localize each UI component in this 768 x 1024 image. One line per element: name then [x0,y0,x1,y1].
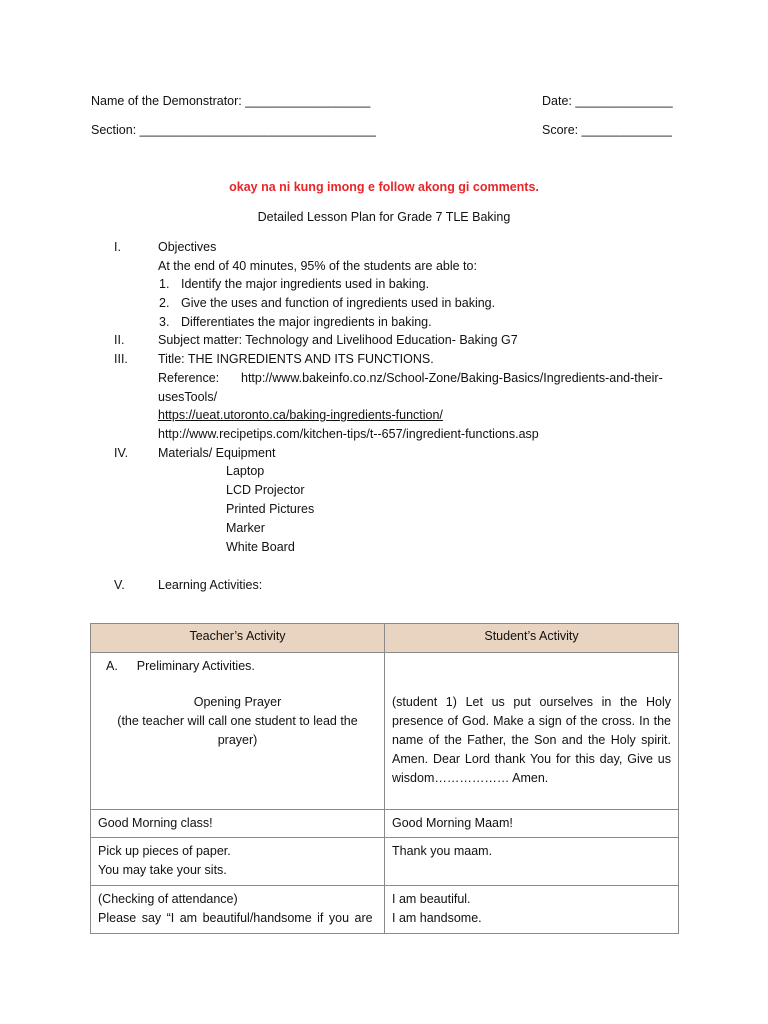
objectives-intro: At the end of 40 minutes, 95% of the students are able to: [158,259,477,273]
prayer-note: (the teacher will call one student to lead the [117,714,358,728]
document-title: Detailed Lesson Plan for Grade 7 TLE Baking [257,210,511,224]
student-activity-header: Student’s Activity [385,624,679,653]
prayer-title: Opening Prayer [193,695,282,709]
prayer-note: prayer) [217,733,258,747]
objective-number: 1. [159,277,170,291]
teacher-cell [91,886,385,934]
prelim-letter: A. [106,659,118,673]
activities-table [90,623,679,934]
teacher-line: Please say “I am beautiful/handsome if you are [98,911,373,925]
objective-item: Differentiates the major ingredients in baking. [181,315,432,329]
teacher-line: Good Morning class! [98,816,213,830]
material-item: Marker [226,521,265,535]
teacher-cell [91,810,385,838]
objective-item: Identify the major ingredients used in baking. [181,277,430,291]
table-row [91,886,679,934]
student-cell [385,838,679,886]
material-item: White Board [226,540,295,554]
section-number-ii: II. [114,333,125,347]
prelim-heading [98,657,377,676]
objective-number: 2. [159,296,170,310]
table-header-row [91,624,679,653]
reference-link-continued[interactable]: usesTools/ [158,390,218,404]
reviewer-comment: okay na ni kung imong e follow akong gi comments. [229,180,539,194]
teacher-line: Pick up pieces of paper. [98,844,231,858]
reference-link[interactable]: http://www.bakeinfo.co.nz/School-Zone/Baking-Basics/Ingredients-and-their- [241,371,663,385]
reference-link[interactable]: http://www.recipetips.com/kitchen-tips/t--657/ingredient-functions.asp [158,427,539,441]
teacher-cell [91,653,385,810]
section-number-iii: III. [114,352,128,366]
prayer-response: (student 1) Let us put ourselves in the Holy presence of God. Make a sign of the cross. In the name of the Father, the Son and the Holy spirit. Amen. Dear Lord thank You for this day, Give us wisdom……………… Amen. [392,695,671,785]
student-cell [385,886,679,934]
material-item: Laptop [226,464,265,478]
score-field: Score: _____________ [542,123,672,137]
table-row [91,838,679,886]
reference-link[interactable] [158,408,443,422]
teacher-cell [91,838,385,886]
section-number-i: I. [114,240,121,254]
objective-item: Give the uses and function of ingredients used in baking. [181,296,496,310]
teacher-line: (Checking of attendance) [98,892,238,906]
prelim-label: Preliminary Activities. [136,659,255,673]
learning-activities-heading: Learning Activities: [158,578,263,592]
table-row [91,653,679,810]
student-line: Good Morning Maam! [392,816,513,830]
teacher-line: You may take your sits. [98,863,227,877]
lesson-title: Title: THE INGREDIENTS AND ITS FUNCTIONS. [158,352,434,366]
reference-label: Reference: [158,371,220,385]
student-line: Thank you maam. [392,844,493,858]
section-number-iv: IV. [114,446,129,460]
objectives-heading: Objectives [158,240,217,254]
table-row [91,810,679,838]
student-line: I am beautiful. [392,892,471,906]
material-item: Printed Pictures [226,502,315,516]
section-field: Section: __________________________________ [91,123,377,137]
student-line: I am handsome. [392,911,482,925]
section-number-v: V. [114,578,125,592]
material-item: LCD Projector [226,483,305,497]
demonstrator-field: Name of the Demonstrator: __________________ [91,94,371,108]
student-cell [385,810,679,838]
date-field: Date: ______________ [542,94,673,108]
teacher-activity-header: Teacher’s Activity [91,624,385,653]
materials-heading: Materials/ Equipment [158,446,276,460]
reference-hyperlink[interactable]: https://ueat.utoronto.ca/baking-ingredients-function/ [158,408,443,422]
student-cell [385,653,679,810]
subject-matter: Subject matter: Technology and Livelihood Education- Baking G7 [158,333,518,347]
objective-number: 3. [159,315,170,329]
